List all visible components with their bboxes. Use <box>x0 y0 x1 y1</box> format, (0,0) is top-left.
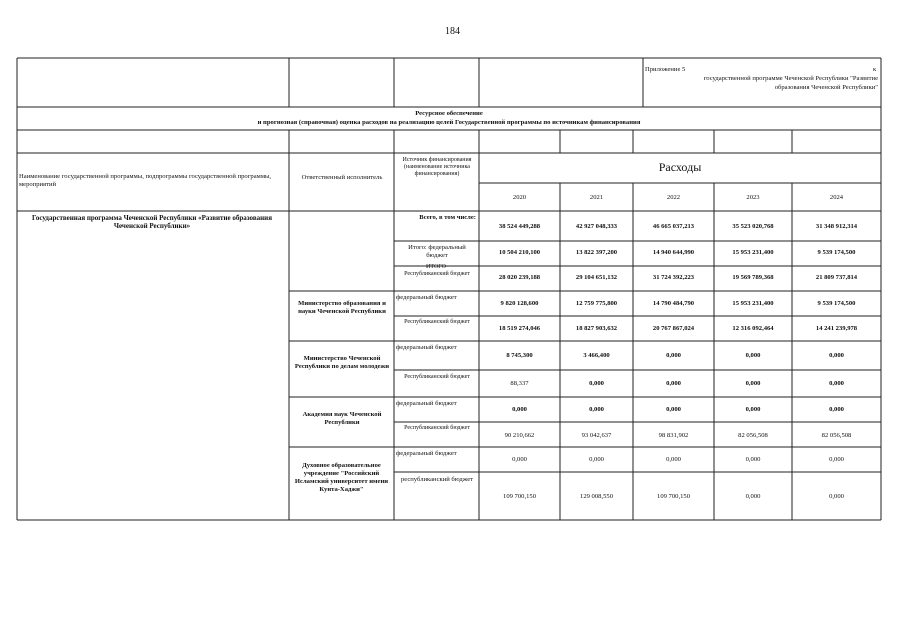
exec4-federal-2024: 0,000 <box>829 456 844 463</box>
exec2-federal-2021: 3 466,400 <box>583 352 610 359</box>
exec2-federal-2023: 0,000 <box>745 352 761 359</box>
exec4-federal-2020: 0,000 <box>512 456 527 463</box>
exec3-federal-2020: 0,000 <box>512 406 527 413</box>
executor-islamic-university: Духовное образовательное учреждение "Российский Исламский университет имени Кунта-Хаджи" <box>294 462 389 493</box>
total-value-2022: 46 665 037,213 <box>652 223 695 230</box>
program-name: Государственная программа Чеченской Республики «Развитие образования Чеченской Республики» <box>32 214 272 231</box>
exec1-federal-2020: 9 820 128,600 <box>500 300 539 307</box>
header-year-2020: 2020 <box>512 194 527 201</box>
appendix-line3: образования Чеченской Республики" <box>774 84 878 91</box>
exec2-federal-2022: 0,000 <box>666 352 681 359</box>
exec3-republic-source: Республиканский бюджет <box>404 425 470 431</box>
exec1-federal-2022: 14 790 484,790 <box>652 300 695 307</box>
executor-ministry-youth: Министерство Чеченской Республики по делам молодежи <box>294 355 390 370</box>
page-number: 184 <box>445 26 460 37</box>
exec4-republic-source: республиканский бюджет <box>400 476 474 483</box>
exec2-republic-2022: 0,000 <box>666 380 681 387</box>
exec4-republic-2023: 0,000 <box>745 493 761 500</box>
exec1-republic-2021: 18 827 903,632 <box>575 325 618 332</box>
exec1-federal-source: федеральный бюджет <box>396 294 457 301</box>
exec3-republic-2024: 82 056,508 <box>821 432 852 439</box>
exec1-republic-2023: 12 316 092,464 <box>732 325 774 332</box>
exec4-federal-2021: 0,000 <box>589 456 604 463</box>
exec3-federal-source: федеральный бюджет <box>396 400 457 407</box>
exec2-republic-2024: 0,000 <box>829 380 844 387</box>
exec1-republic-2022: 20 767 867,024 <box>652 325 695 332</box>
exec3-federal-2023: 0,000 <box>745 406 761 413</box>
exec2-republic-2023: 0,000 <box>745 380 761 387</box>
exec1-republic-source: Республиканский бюджет <box>404 319 470 325</box>
exec2-federal-2020: 8 745,300 <box>506 352 533 359</box>
title-line2: и прогнозная (справочная) оценка расходов на реализацию целей Государственной программы по источникам финансирования <box>257 119 641 126</box>
republic-total-2022: 31 724 392,223 <box>652 274 695 281</box>
federal-total-2021: 13 822 397,200 <box>575 249 618 256</box>
total-source: Всего, в том числе: <box>419 214 476 221</box>
exec2-federal-source: федеральный бюджет <box>396 344 457 351</box>
header-name: Наименование государственной программы, подпрограммы государственной программы, мероприятий <box>19 173 272 188</box>
republic-total-source: ИТОГО-Республиканский бюджет <box>404 264 470 278</box>
exec4-republic-2024: 0,000 <box>829 493 844 500</box>
federal-total-2022: 14 940 644,990 <box>652 249 695 256</box>
republic-total-2024: 21 809 737,814 <box>815 274 858 281</box>
header-year-2022: 2022 <box>666 194 681 201</box>
total-value-2020: 38 524 449,288 <box>498 223 541 230</box>
header-source: Источник финансирования (наименование источника финансирования) <box>402 157 472 178</box>
exec3-republic-2022: 98 831,902 <box>658 432 689 439</box>
total-value-2024: 31 348 912,314 <box>815 223 858 230</box>
exec1-federal-2021: 12 759 775,800 <box>575 300 618 307</box>
federal-total-2020: 10 504 210,100 <box>498 249 541 256</box>
executor-academy-sciences: Академия наук Чеченской Республики <box>302 411 382 426</box>
federal-total-2024: 9 539 174,500 <box>817 249 856 256</box>
title-line1: Ресурсное обеспечение <box>415 110 483 117</box>
exec3-republic-2023: 82 056,508 <box>738 432 768 439</box>
exec1-republic-2024: 14 241 239,978 <box>815 325 858 332</box>
header-executor: Ответственный исполнитель <box>301 174 383 181</box>
exec3-federal-2024: 0,000 <box>829 406 844 413</box>
total-value-2023: 35 523 020,768 <box>732 223 774 230</box>
exec3-republic-2021: 93 042,637 <box>581 432 612 439</box>
header-year-2024: 2024 <box>829 194 844 201</box>
exec3-federal-2022: 0,000 <box>666 406 681 413</box>
header-year-2021: 2021 <box>589 194 604 201</box>
republic-total-2020: 28 020 239,188 <box>498 274 541 281</box>
exec2-federal-2024: 0,000 <box>829 352 844 359</box>
exec4-republic-2020: 109 700,150 <box>503 493 536 500</box>
exec4-republic-2021: 129 008,550 <box>580 493 613 500</box>
exec2-republic-2020: 88,337 <box>510 380 529 387</box>
exec4-federal-2022: 0,000 <box>666 456 681 463</box>
exec2-republic-source: Республиканский бюджет <box>404 374 470 380</box>
exec1-federal-2023: 15 953 231,400 <box>732 300 774 307</box>
appendix-k: к <box>873 66 877 73</box>
exec4-republic-2022: 109 700,150 <box>657 493 690 500</box>
exec3-republic-2020: 90 210,662 <box>504 432 535 439</box>
exec3-federal-2021: 0,000 <box>589 406 604 413</box>
republic-total-2023: 19 569 789,368 <box>732 274 774 281</box>
exec4-federal-source: федеральный бюджет <box>396 450 457 457</box>
appendix-line2: государственной программе Чеченской Республики "Развитие <box>703 75 878 82</box>
appendix-line1: Приложение 5 <box>645 66 686 73</box>
federal-total-2023: 15 953 231,400 <box>732 249 774 256</box>
federal-total-source: Итого: федеральный бюджет <box>408 244 466 259</box>
exec1-federal-2024: 9 539 174,500 <box>817 300 856 307</box>
executor-ministry-education: Министерство образования и науки Чеченской Республики <box>298 300 386 315</box>
header-year-2023: 2023 <box>746 194 760 201</box>
total-value-2021: 42 927 048,333 <box>575 223 618 230</box>
exec4-federal-2023: 0,000 <box>745 456 761 463</box>
exec1-republic-2020: 18 519 274,046 <box>498 325 541 332</box>
exec2-republic-2021: 0,000 <box>589 380 604 387</box>
republic-total-2021: 29 104 651,132 <box>575 274 618 281</box>
header-expenses: Расходы <box>658 160 702 174</box>
